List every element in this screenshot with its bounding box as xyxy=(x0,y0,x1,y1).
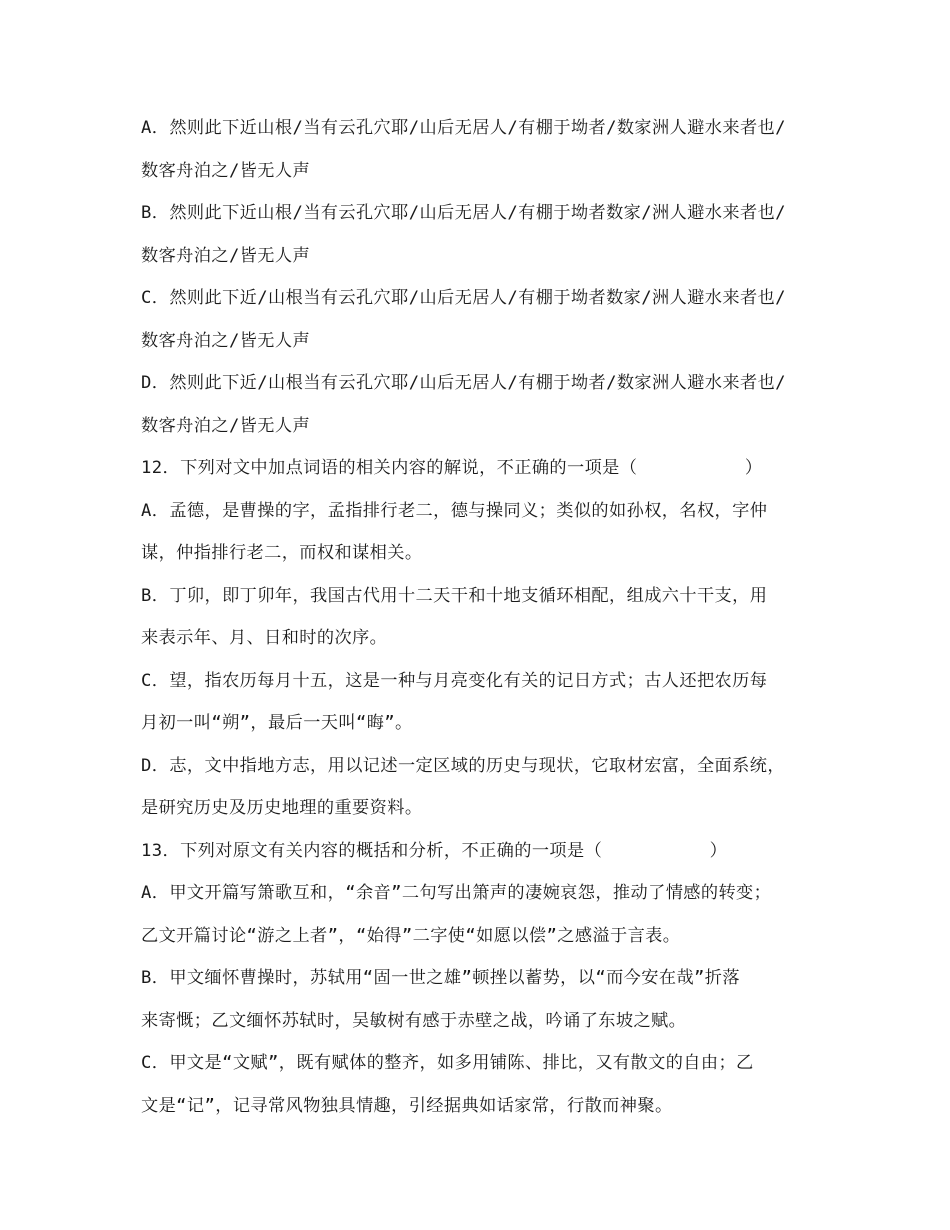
option-line: 月初一叫“朔”，最后一天叫“晦”。 xyxy=(141,713,413,733)
option-line: 数客舟泊之/皆无人声 xyxy=(141,160,311,181)
option-line: B．甲文缅怀曹操时，苏轼用“固一世之雄”顿挫以蓄势，以“而今安在哉”折落 xyxy=(141,968,740,988)
q13-option-b xyxy=(141,957,821,1042)
q12-option-d xyxy=(141,745,821,830)
option-line: 数客舟泊之/皆无人声 xyxy=(141,415,311,436)
option-line: B．然则此下近山根/当有云孔穴耶/山后无居人/有棚于坳者数家/洲人避水来者也/ xyxy=(141,203,786,223)
q13-option-a xyxy=(141,872,821,957)
q13-stem: 13．下列对原文有关内容的概括和分析，不正确的一项是（ ） xyxy=(141,840,728,861)
option-line: D．志，文中指地方志，用以记述一定区域的历史与现状，它取材宏富，全面系统， xyxy=(141,755,785,776)
option-line: C．甲文是“文赋”，既有赋体的整齐，如多用铺陈、排比，又有散文的自由；乙 xyxy=(141,1053,754,1073)
option-line: A．甲文开篇写箫歌互和，“余音”二句写出箫声的凄婉哀怨，推动了情感的转变； xyxy=(141,883,772,903)
option-line: B．丁卯，即丁卯年，我国古代用十二天干和十地支循环相配，组成六十干支，用 xyxy=(141,585,768,606)
option-line: 是研究历史及历史地理的重要资料。 xyxy=(141,798,423,818)
option-line: C．然则此下近/山根当有云孔穴耶/山后无居人/有棚于坳者数家/洲人避水来者也/ xyxy=(141,288,786,308)
q11-option-d xyxy=(141,362,821,447)
option-line: 谋，仲指排行老二，而权和谋相关。 xyxy=(141,543,423,563)
option-line: C．望，指农历每月十五，这是一种与月亮变化有关的记日方式；古人还把农历每 xyxy=(141,670,768,691)
q11-option-b xyxy=(141,192,821,277)
q12-option-a xyxy=(141,490,821,575)
q13-option-c xyxy=(141,1042,821,1127)
option-line: 来表示年、月、日和时的次序。 xyxy=(141,628,388,648)
q12-stem: 12．下列对文中加点词语的相关内容的解说，不正确的一项是（ ） xyxy=(141,458,763,478)
q12-option-b xyxy=(141,575,821,660)
page-content xyxy=(141,107,821,1127)
q12-option-c xyxy=(141,660,821,745)
option-line: 来寄慨；乙文缅怀苏轼时，吴敏树有感于赤壁之战，吟诵了东坡之赋。 xyxy=(141,1010,687,1031)
option-line: A．孟德，是曹操的字，孟指排行老二，德与操同义；类似的如孙权，名权，字仲 xyxy=(141,500,768,521)
option-line: A．然则此下近山根/当有云孔穴耶/山后无居人/有棚于坳者/数家洲人避水来者也/ xyxy=(141,118,786,138)
q11-option-a xyxy=(141,107,821,192)
option-line: 乙文开篇讨论“游之上者”，“始得”二字使“如愿以偿”之感溢于言表。 xyxy=(141,925,681,946)
option-line: 数客舟泊之/皆无人声 xyxy=(141,330,311,351)
option-line: 文是“记”，记寻常风物独具情趣，引经据典如话家常，行散而神聚。 xyxy=(141,1095,673,1116)
option-line: 数客舟泊之/皆无人声 xyxy=(141,245,311,266)
option-line: D．然则此下近/山根当有云孔穴耶/山后无居人/有棚于坳者/数家洲人避水来者也/ xyxy=(141,373,786,393)
q11-option-c xyxy=(141,277,821,362)
